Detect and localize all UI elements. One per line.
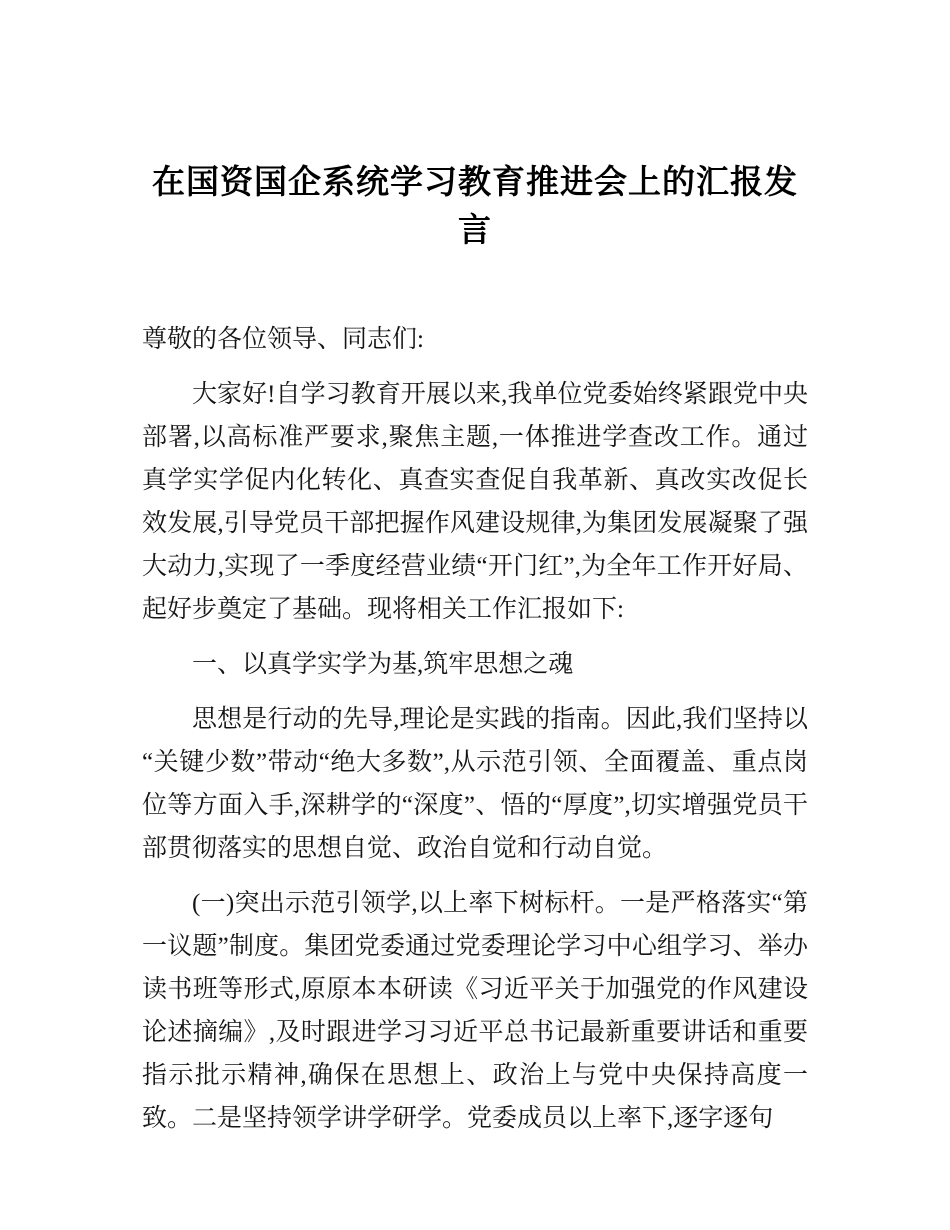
paragraph-opening: 大家好!自学习教育开展以来,我单位党委始终紧跟党中央部署,以高标准严要求,聚焦主题,一体推进学查改工作。通过真学实学促内化转化、真查实查促自我革新、真改实改促长效发展,引导党员干部把握作风建设规律,为集团发展凝聚了强大动力,实现了一季度经营业绩“开门红”,为全年工作开好局、起好步奠定了基础。现将相关工作汇报如下: <box>142 381 808 623</box>
salutation-line: 尊敬的各位领导、同志们: <box>142 326 424 353</box>
paragraph-section1-item1: (一)突出示范引领学,以上率下树标杆。一是严格落实“第一议题”制度。集团党委通过党委理论学习中心组学习、举办读书班等形式,原原本本研读《习近平关于加强党的作风建设论述摘编》,及时跟进学习习近平总书记最新重要讲话和重要指示批示精神,确保在思想上、政治上与党中央保持高度一致。二是坚持领学讲学研学。党委成员以上率下,逐字逐句 <box>142 890 808 1132</box>
document-title: 在国资国企系统学习教育推进会上的汇报发言 <box>152 163 798 248</box>
paragraph-section1-intro: 思想是行动的先导,理论是实践的指南。因此,我们坚持以“关键少数”带动“绝大多数”,从示范引领、全面覆盖、重点岗位等方面入手,深耕学的“深度”、悟的“厚度”,切实增强党员干部贯彻落实的思想自觉、政治自觉和行动自觉。 <box>142 706 808 862</box>
section-heading-1: 一、以真学实学为基,筑牢思想之魂 <box>192 651 574 678</box>
